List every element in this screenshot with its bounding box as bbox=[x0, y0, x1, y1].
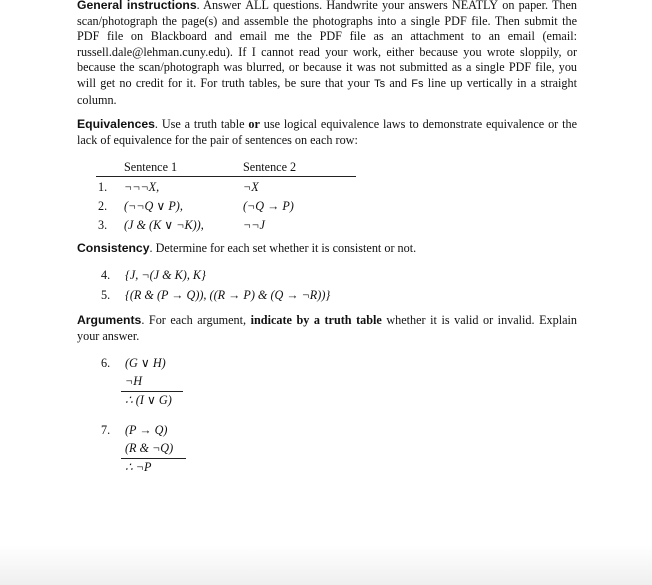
premise: (P → Q) bbox=[125, 423, 168, 437]
equivalences-text-1: . Use a truth table bbox=[154, 117, 249, 131]
general-instructions bbox=[77, 0, 577, 108]
general-text-2: questions. Handwrite your answers bbox=[268, 0, 452, 12]
arguments-intro bbox=[77, 313, 577, 344]
general-pdf-2: PDF bbox=[77, 29, 100, 44]
equivalences-heading: Equivalences bbox=[77, 117, 155, 131]
general-text-5: file on Blackboard and email me the bbox=[99, 29, 320, 44]
set-expression: {J, ¬(J & K), K} bbox=[125, 268, 206, 282]
general-pdf-4: PDF bbox=[508, 60, 532, 75]
general-text-7: file, you will get no credit for it. For truth tables, be sure that your bbox=[77, 60, 578, 90]
consistency-intro bbox=[77, 241, 577, 257]
general-text-6: file as an attachment to an email (email: russell.dale@lehman.cuny.edu). If I cannot read your work, either because you wrote sloppily, or because the scan/photograph was blurred, or because it was not submitted as a single bbox=[77, 29, 577, 75]
general-all: ALL bbox=[245, 0, 269, 12]
arguments-text-1: . For each argument, bbox=[141, 313, 251, 327]
row-number: 1. bbox=[98, 180, 108, 194]
arguments-text-2: whether it is valid or invalid. Explain your answer. bbox=[77, 313, 578, 343]
table-header bbox=[96, 159, 356, 177]
general-text-4: file. Then submit the bbox=[466, 13, 578, 28]
premise: ¬H bbox=[125, 374, 143, 388]
equivalences-or: or bbox=[248, 117, 260, 131]
row-number: 2. bbox=[98, 199, 108, 213]
equivalences-text-2: use logical equivalence laws to demonstrate equivalence or the lack of equivalence for the pair of sentences on each row: bbox=[77, 117, 577, 147]
arguments-heading: Arguments bbox=[77, 313, 142, 327]
page-bottom-shadow bbox=[0, 545, 652, 585]
column-header-sentence-1: Sentence 1 bbox=[124, 160, 178, 174]
premise: (R & ¬Q) bbox=[125, 441, 174, 455]
general-neatly: NEATLY bbox=[451, 0, 499, 12]
column-header-sentence-2: Sentence 2 bbox=[243, 160, 297, 174]
sentence-1-cell: (¬¬Q ∨ P), bbox=[124, 199, 183, 213]
general-ts: Ts bbox=[374, 77, 386, 90]
sentence-2-cell: ¬¬J bbox=[243, 218, 265, 232]
premise: (G ∨ H) bbox=[125, 356, 166, 370]
inference-line bbox=[121, 458, 186, 459]
equivalences-table bbox=[96, 159, 356, 234]
inference-line bbox=[121, 391, 183, 392]
item-number: 6. bbox=[101, 356, 111, 370]
argument-6 bbox=[101, 356, 221, 416]
arguments-emphasis: indicate by a truth table bbox=[250, 313, 382, 327]
table-row bbox=[96, 196, 356, 215]
general-pdf-3: PDF bbox=[319, 29, 342, 44]
general-text-8: and bbox=[385, 75, 412, 90]
argument-7 bbox=[101, 423, 221, 483]
item-number: 5. bbox=[101, 288, 111, 302]
general-text-1: . Answer bbox=[196, 0, 246, 12]
item-number: 7. bbox=[101, 423, 111, 437]
general-fs: Fs bbox=[411, 77, 424, 90]
row-number: 3. bbox=[98, 218, 108, 232]
conclusion: ∴ (I ∨ G) bbox=[125, 393, 172, 407]
general-text-9: line up vertically in a straight column. bbox=[77, 75, 578, 107]
table-row bbox=[96, 215, 356, 234]
conclusion: ∴ ¬P bbox=[125, 460, 152, 474]
item-number: 4. bbox=[101, 268, 111, 282]
general-heading: General instructions bbox=[77, 0, 197, 12]
table-row bbox=[96, 177, 356, 196]
consistency-heading: Consistency bbox=[77, 241, 150, 255]
general-text-3: on paper. Then scan/photograph the page(s) and assemble the photographs into a single bbox=[77, 0, 577, 28]
sentence-2-cell: ¬X bbox=[243, 180, 259, 194]
sentence-1-cell: (J & (K ∨ ¬K)), bbox=[124, 218, 204, 232]
sentence-1-cell: ¬¬¬X, bbox=[124, 180, 160, 194]
set-expression: {(R & (P → Q)), ((R → P) & (Q → ¬R))} bbox=[125, 288, 331, 302]
general-pdf-1: PDF bbox=[444, 13, 467, 28]
sentence-2-cell: (¬Q → P) bbox=[243, 199, 294, 213]
equivalences-intro bbox=[77, 117, 577, 148]
consistency-text: . Determine for each set whether it is consistent or not. bbox=[149, 241, 417, 255]
